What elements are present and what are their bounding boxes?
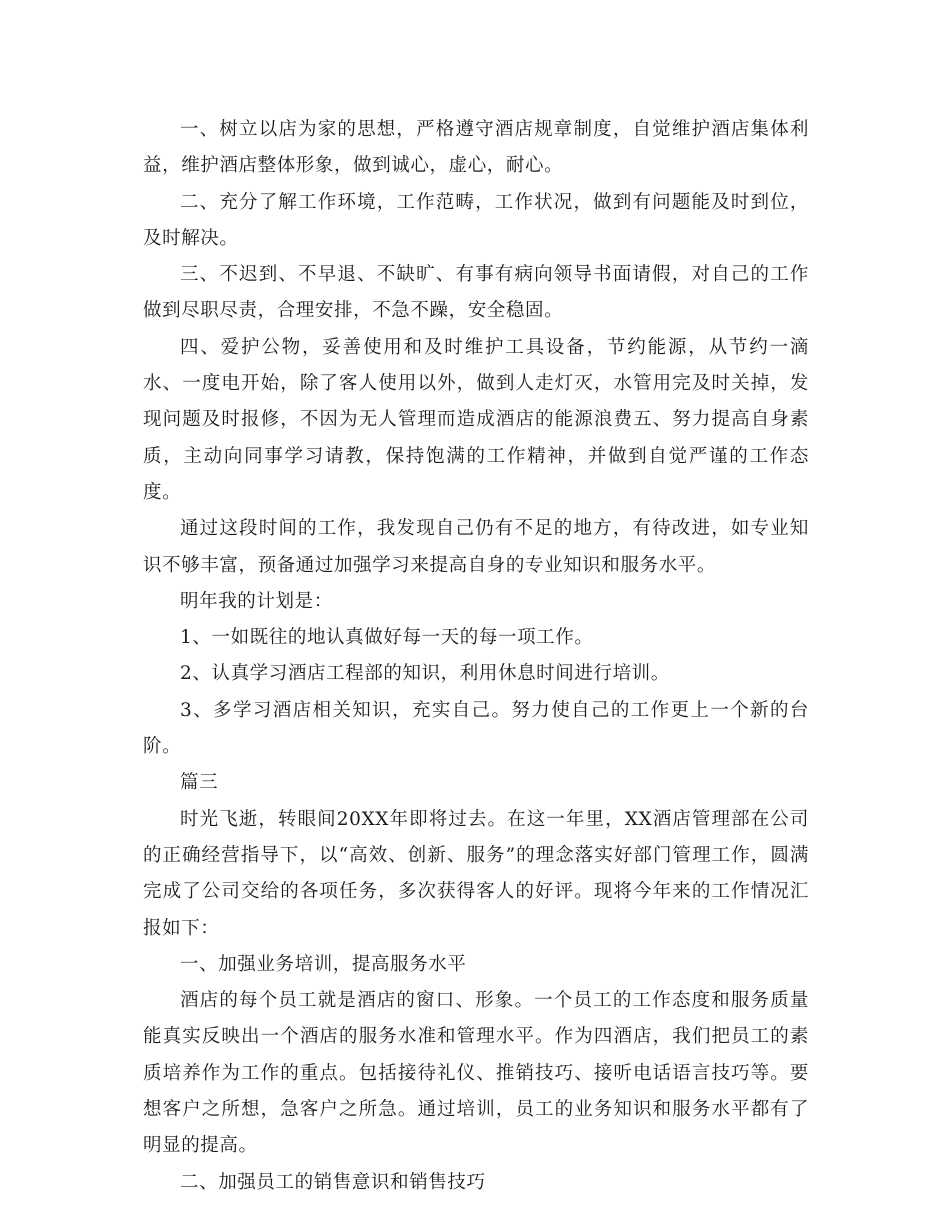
- section-heading-sales: 二、加强员工的销售意识和销售技巧: [180, 1171, 486, 1193]
- paragraph-plan-item-3: 3、多学习酒店相关知识，充实自己。努力使自己的工作更上一个新的台阶。: [143, 699, 809, 758]
- paragraph-rule-4: 四、爱护公物，妥善使用和及时维护工具设备，节约能源，从节约一滴水、一度电开始，除了客人使用以外，做到人走灯灭，水管用完及时关掉，发现问题及时报修，不因为无人管理而造成酒店的能源浪费五、努力提高自身素质，主动向同事学习请教，保持饱满的工作精神，并做到自觉严谨的工作态度。: [143, 336, 809, 503]
- paragraph-plan-item-1: 1、一如既往的地认真做好每一天的每一项工作。: [180, 627, 594, 649]
- document-body: [143, 112, 809, 1201]
- paragraph-self-review: 通过这段时间的工作，我发现自己仍有不足的地方，有待改进，如专业知识不够丰富，预备通过加强学习来提高自身的专业知识和服务水平。: [143, 518, 809, 576]
- section-heading-part-three: 篇三: [180, 772, 219, 794]
- paragraph-rule-3: 三、不迟到、不早退、不缺旷、有事有病向领导书面请假，对自己的工作做到尽职尽责，合理安排，不急不躁，安全稳固。: [143, 264, 809, 322]
- paragraph-rule-2: 二、充分了解工作环境，工作范畴，工作状况，做到有问题能及时到位，及时解决。: [143, 191, 809, 249]
- paragraph-rule-1: 一、树立以店为家的思想，严格遵守酒店规章制度，自觉维护酒店集体利益，维护酒店整体形象，做到诚心，虚心，耐心。: [143, 119, 809, 177]
- paragraph-plan-item-2: 2、认真学习酒店工程部的知识，利用休息时间进行培训。: [180, 663, 670, 685]
- section-heading-training: 一、加强业务培训，提高服务水平: [180, 953, 467, 975]
- paragraph-intro: 时光飞逝，转眼间20XX年即将过去。在这一年里，XX酒店管理部在公司的正确经营指导下，以“高效、创新、服务”的理念落实好部门管理工作，圆满完成了公司交给的各项任务，多次获得客人的好评。现将今年来的工作情况汇报如下：: [143, 808, 809, 939]
- paragraph-plan-heading: 明年我的计划是：: [180, 590, 333, 612]
- paragraph-training: 酒店的每个员工就是酒店的窗口、形象。一个员工的工作态度和服务质量能真实反映出一个酒店的服务水准和管理水平。作为四酒店，我们把员工的素质培养作为工作的重点。包括接待礼仪、推销技巧、接听电话语言技巧等。要想客户之所想，急客户之所急。通过培训，员工的业务知识和服务水平都有了明显的提高。: [143, 990, 809, 1157]
